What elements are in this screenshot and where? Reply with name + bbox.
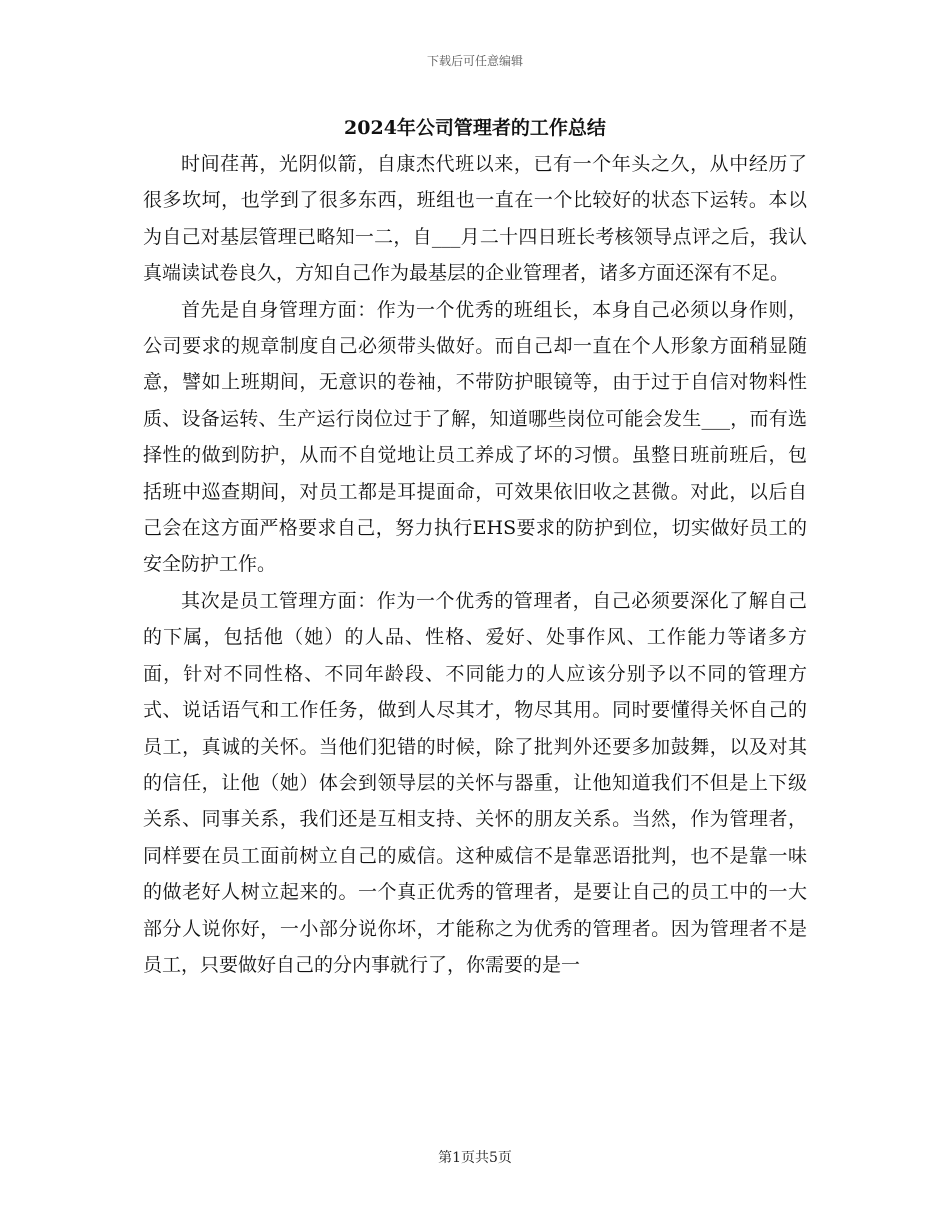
paragraph-intro: 时间荏苒，光阴似箭，自康杰代班以来，已有一个年头之久，从中经历了很多坎坷，也学到了很多东西，班组也一直在一个比较好的状态下运转。本以为自己对基层管理已略知一二，自___月二十四日班长考核领导点评之后，我认真端读试卷良久，方知自己作为最基层的企业管理者，诸多方面还深有不足。 xyxy=(143,153,807,285)
document-body xyxy=(143,146,807,983)
paragraph-staff-management: 其次是员工管理方面：作为一个优秀的管理者，自己必须要深化了解自己的下属，包括他（她）的人品、性格、爱好、处事作风、工作能力等诸多方面，针对不同性格、不同年龄段、不同能力的人应该分别予以不同的管理方式、说话语气和工作任务，做到人尽其才，物尽其用。同时要懂得关怀自己的员工，真诚的关怀。当他们犯错的时候，除了批判外还要多加鼓舞，以及对其的信任，让他（她）体会到领导层的关怀与器重，让他知道我们不但是上下级关系、同事关系，我们还是互相支持、关怀的朋友关系。当然，作为管理者，同样要在员工面前树立自己的威信。这种威信不是靠恶语批判，也不是靠一味的做老好人树立起来的。一个真正优秀的管理者，是要让自己的员工中的一大部分人说你好，一小部分说你坏，才能称之为优秀的管理者。因为管理者不是员工，只要做好自己的分内事就行了，你需要的是一 xyxy=(143,589,807,976)
paragraph-self-management: 首先是自身管理方面：作为一个优秀的班组长，本身自己必须以身作则，公司要求的规章制度自己必须带头做好。而自己却一直在个人形象方面稍显随意，譬如上班期间，无意识的卷袖，不带防护眼镜等，由于过于自信对物料性质、设备运转、生产运行岗位过于了解，知道哪些岗位可能会发生___，而有选择性的做到防护，从而不自觉地让员工养成了坏的习惯。虽整日班前班后，包括班中巡查期间，对员工都是耳提面命，可效果依旧收之甚微。对此，以后自己会在这方面严格要求自己，努力执行EHS要求的防护到位，切实做好员工的安全防护工作。 xyxy=(143,298,807,576)
page-number: 第1页共5页 xyxy=(438,1150,512,1166)
page-header-note: 下载后可任意编辑 xyxy=(426,54,523,68)
document-title: 2024年公司管理者的工作总结 xyxy=(344,117,606,139)
